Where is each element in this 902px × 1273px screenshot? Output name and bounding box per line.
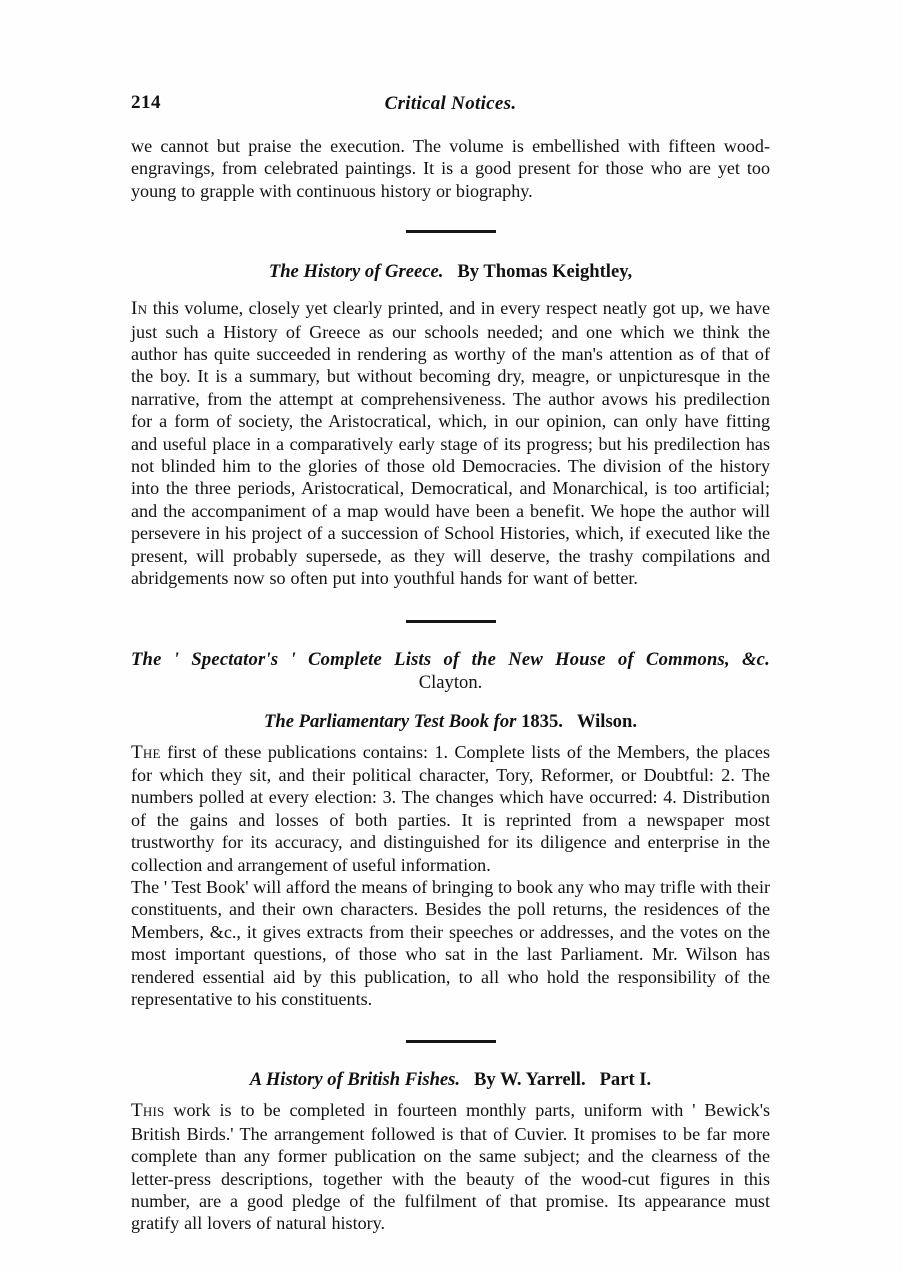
review-paragraph-test-book-1: [131, 741, 770, 876]
paragraph-text: first of these publications contains: 1. Complete lists of the Members, the places for which they sit, and their political character, Tory, Reformer, or Doubtful: 2. The numbers polled at every election: 3. The changes which have occurred: 4. Distribution of the gains and losses of both parties. It is reprinted from a newspaper most trustworthy for its accuracy, and distinguished for its diligence and enterprise in the collection and arrangement of useful information.: [131, 741, 770, 875]
review-paragraph-test-book-2: The ' Test Book' will afford the means of bringing to book any who may trifle with their constituents, and their own characters. Besides the poll returns, the residences of the Members, &c., it gives extracts from their speeches or addresses, and the votes on the most important questions, of those who sat in the last Parliament. Mr. Wilson has rendered essential aid by this publication, to all who hold the responsibility of the representative to his constituents.: [131, 876, 770, 1009]
book-year: 1835.: [521, 710, 563, 732]
review-publisher-clayton: Clayton.: [418, 671, 483, 693]
running-head: [131, 92, 770, 118]
page-number: 214: [131, 92, 161, 113]
book-author: By Thomas Keightley,: [457, 261, 633, 283]
review-title-history-of-greece: [131, 260, 770, 283]
review-paragraph-british-fishes: [131, 1099, 770, 1234]
section-divider-1: [131, 220, 770, 238]
opening-word: In: [131, 298, 148, 320]
book-author: By W. Yarrell.: [474, 1069, 586, 1091]
section-divider-2: [131, 610, 770, 628]
book-title: The History of Greece.: [268, 261, 444, 283]
review-title-spectator-lists: The ' Spectator's ' Complete Lists of the New House of Commons, &c.: [131, 648, 770, 670]
book-publisher: Wilson.: [576, 710, 637, 732]
running-head-title: Critical Notices.: [384, 93, 517, 114]
review-paragraph-history-of-greece: [131, 297, 770, 589]
book-title: The Parliamentary Test Book for: [264, 710, 517, 732]
book-title: A History of British Fishes.: [249, 1069, 461, 1091]
review-title-parliamentary-test-book: [131, 710, 770, 733]
review-paragraph-continued: we cannot but praise the execution. The volume is embellished with fifteen wood-engravings, from celebrated paintings. It is a good present for those who are yet too young to grapple with continuous history or biography.: [131, 136, 770, 201]
text-block: [131, 135, 770, 1235]
opening-word: The: [131, 741, 161, 763]
opening-word: This: [131, 1100, 165, 1122]
book-part: Part I.: [599, 1069, 652, 1091]
section-divider-3: [131, 1030, 770, 1048]
paragraph-text: work is to be completed in fourteen monthly parts, uniform with ' Bewick's British Birds.' The arrangement followed is that of Cuvier. It promises to be far more complete than any former publication on the same subject; and the clearness of the letter-press descriptions, together with the beauty of the wood-cut figures in this number, are a good pledge of the fulfilment of that promise. Its appearance must gratify all lovers of natural history.: [131, 1100, 770, 1234]
review-title-british-fishes: [131, 1068, 770, 1091]
paragraph-text: this volume, closely yet clearly printed, and in every respect neatly got up, we have just such a History of Greece as our schools needed; and one which we think the author has quite succeeded in rendering as worthy of the man's attention as of that of the boy. It is a summary, but without becoming dry, meagre, or unpicturesque in the narrative, from the attempt at comprehensiveness. The author avows his predilection for a form of society, the Aristocratical, which, in our opinion, can only have fitting and useful place in a comparatively early stage of its progress; but his predilection has not blinded him to the glories of those old Democracies. The division of the history into the three periods, Aristocratical, Democratical, and Monarchical, is too artificial; and the accompaniment of a map would have been a benefit. We hope the author will persevere in his project of a succession of School Histories, which, if executed like the present, will probably supersede, as they will deserve, the trashy compilations and abridgements now so often put into youthful hands for want of better.: [131, 298, 770, 589]
